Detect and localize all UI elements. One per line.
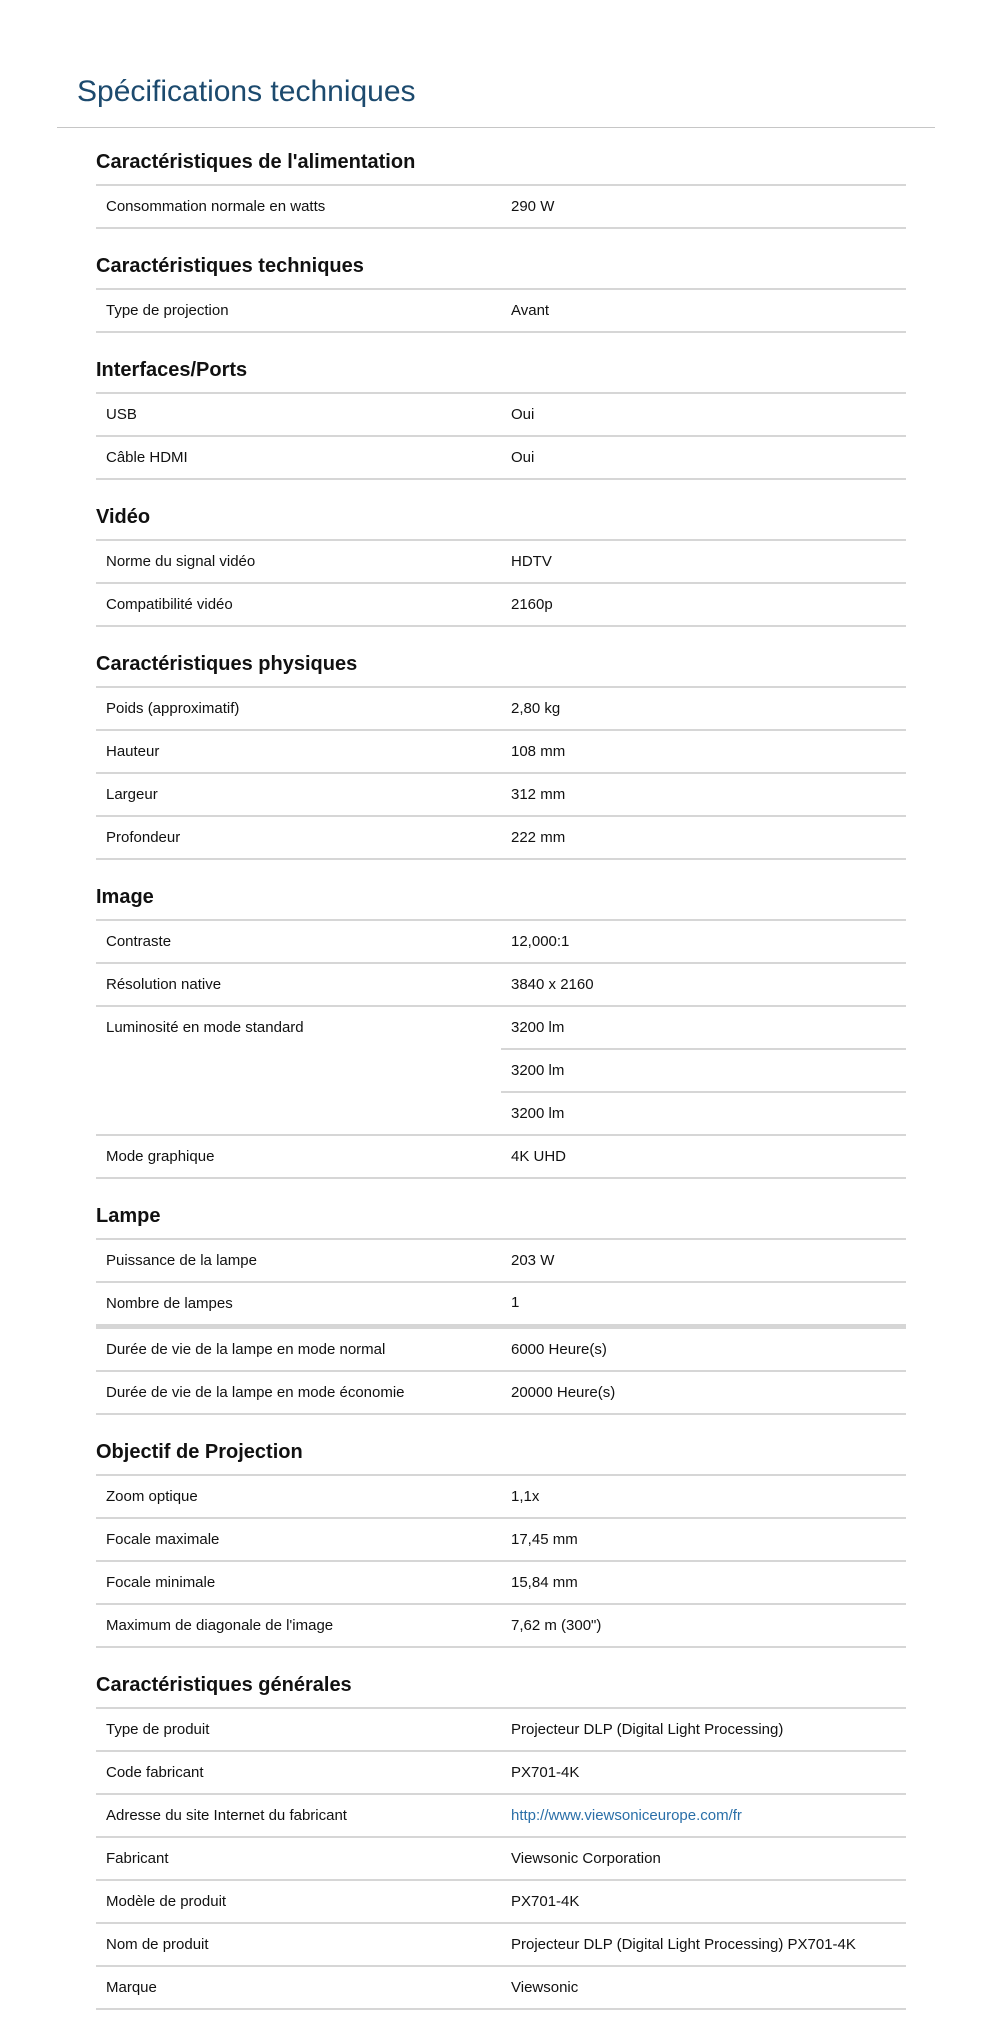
spec-label: Adresse du site Internet du fabricant [106,1807,347,1824]
spec-value: 2160p [511,596,553,613]
spec-value: 6000 Heure(s) [511,1341,607,1358]
spec-row [96,1605,906,1648]
spec-label: Contraste [106,933,172,950]
spec-label: Profondeur [106,829,181,846]
spec-label: Résolution native [106,976,222,993]
spec-label: Compatibilité vidéo [106,596,233,613]
spec-row [96,1372,906,1415]
spec-value: Oui [511,406,535,423]
spec-row [96,1752,906,1795]
spec-label: Nom de produit [106,1936,209,1953]
spec-row [96,731,906,774]
spec-row [96,541,906,584]
spec-label: Consommation normale en watts [106,198,326,215]
spec-value: 2,80 kg [511,700,561,717]
section-interfaces-ports [96,355,906,480]
section-caracteristiques-generales [96,1670,906,2010]
spec-row [96,1476,906,1519]
spec-row [96,1795,906,1838]
section-image [96,882,906,1179]
spec-value: Avant [511,302,550,319]
spec-value: 7,62 m (300") [511,1617,602,1634]
spec-value: 15,84 mm [511,1574,578,1591]
spec-label: Mode graphique [106,1148,215,1165]
spec-value: Oui [511,449,535,466]
spec-label: Poids (approximatif) [106,700,240,717]
section-alimentation [96,147,906,229]
spec-value: 108 mm [511,743,566,760]
spec-label: Code fabricant [106,1764,204,1781]
spec-row [96,1007,906,1136]
spec-value: 17,45 mm [511,1531,578,1548]
spec-value-cell [501,1795,906,1836]
spec-label: Type de produit [106,1721,210,1738]
spec-table [96,1474,906,1648]
spec-label: Maximum de diagonale de l'image [106,1617,334,1634]
spec-value: 12,000:1 [511,933,570,950]
spec-row [96,774,906,817]
section-title: Caractéristiques de l'alimentation [96,151,416,173]
spec-label: Type de projection [106,302,229,319]
spec-value: PX701-4K [511,1764,580,1781]
spec-value: Viewsonic Corporation [511,1850,661,1867]
section-title: Objectif de Projection [96,1441,303,1463]
spec-table [96,184,906,229]
spec-value: 1 [511,1294,520,1311]
spec-row [96,584,906,627]
spec-row [96,1519,906,1562]
section-video [96,502,906,627]
spec-label: Largeur [106,786,158,803]
section-objectif-de-projection [96,1437,906,1648]
spec-label: Nombre de lampes [106,1295,233,1312]
spec-row [96,1562,906,1605]
spec-value: Projecteur DLP (Digital Light Processing) [511,1721,784,1738]
spec-row [96,290,906,333]
spec-value: 222 mm [511,829,566,846]
spec-value: 203 W [511,1252,555,1269]
manufacturer-website-link[interactable]: http://www.viewsoniceurope.com/fr [511,1807,742,1824]
spec-value: 290 W [511,198,555,215]
page-title: Spécifications techniques [77,75,416,108]
spec-label: Focale minimale [106,1574,216,1591]
spec-label: Durée de vie de la lampe en mode normal [106,1341,386,1358]
section-title: Caractéristiques physiques [96,653,358,675]
spec-value: 20000 Heure(s) [511,1384,616,1401]
spec-value: 312 mm [511,786,566,803]
section-title: Lampe [96,1205,161,1227]
spec-label: Norme du signal vidéo [106,553,256,570]
spec-table [96,288,906,333]
spec-label: Puissance de la lampe [106,1252,257,1269]
section-title: Image [96,886,154,908]
spec-label: Câble HDMI [106,449,188,466]
spec-sections [96,147,906,2032]
spec-value-list [501,1007,906,1134]
spec-label: Zoom optique [106,1488,198,1505]
spec-row [96,1136,906,1179]
spec-label: Focale maximale [106,1531,220,1548]
section-caracteristiques-physiques [96,649,906,860]
spec-table [96,392,906,480]
spec-row [96,1924,906,1967]
title-divider [57,127,935,128]
section-title: Caractéristiques générales [96,1674,352,1696]
section-lampe [96,1201,906,1415]
spec-value: 3840 x 2160 [511,976,594,993]
spec-label: Luminosité en mode standard [106,1019,304,1036]
spec-row [96,394,906,437]
spec-label: USB [106,406,137,423]
spec-row [96,1283,906,1329]
section-title: Vidéo [96,506,151,528]
spec-row [96,186,906,229]
spec-table [96,1238,906,1415]
spec-table [96,919,906,1179]
spec-table [96,539,906,627]
spec-value: PX701-4K [511,1893,580,1910]
spec-table [96,1707,906,2010]
spec-value: 1,1x [511,1488,540,1505]
spec-label: Marque [106,1979,157,1996]
spec-row [96,1881,906,1924]
spec-row [96,1329,906,1372]
spec-value: 3200 lm [511,1105,565,1122]
spec-value: HDTV [511,553,552,570]
spec-row [96,817,906,860]
spec-row [96,921,906,964]
section-caracteristiques-techniques [96,251,906,333]
spec-label: Fabricant [106,1850,169,1867]
spec-label: Modèle de produit [106,1893,227,1910]
spec-row [96,964,906,1007]
spec-table [96,686,906,860]
spec-value: 3200 lm [501,1050,906,1093]
section-title: Caractéristiques techniques [96,255,364,277]
spec-row [96,688,906,731]
spec-value: 4K UHD [511,1148,567,1165]
spec-value: Viewsonic [511,1979,579,1996]
spec-label: Durée de vie de la lampe en mode économie [106,1384,405,1401]
spec-value: Projecteur DLP (Digital Light Processing) PX701-4K [511,1936,856,1953]
spec-row [96,1709,906,1752]
spec-value: 3200 lm [501,1007,906,1050]
spec-row [96,437,906,480]
spec-label: Hauteur [106,743,160,760]
section-title: Interfaces/Ports [96,359,248,381]
spec-row [96,1838,906,1881]
spec-row [96,1240,906,1283]
